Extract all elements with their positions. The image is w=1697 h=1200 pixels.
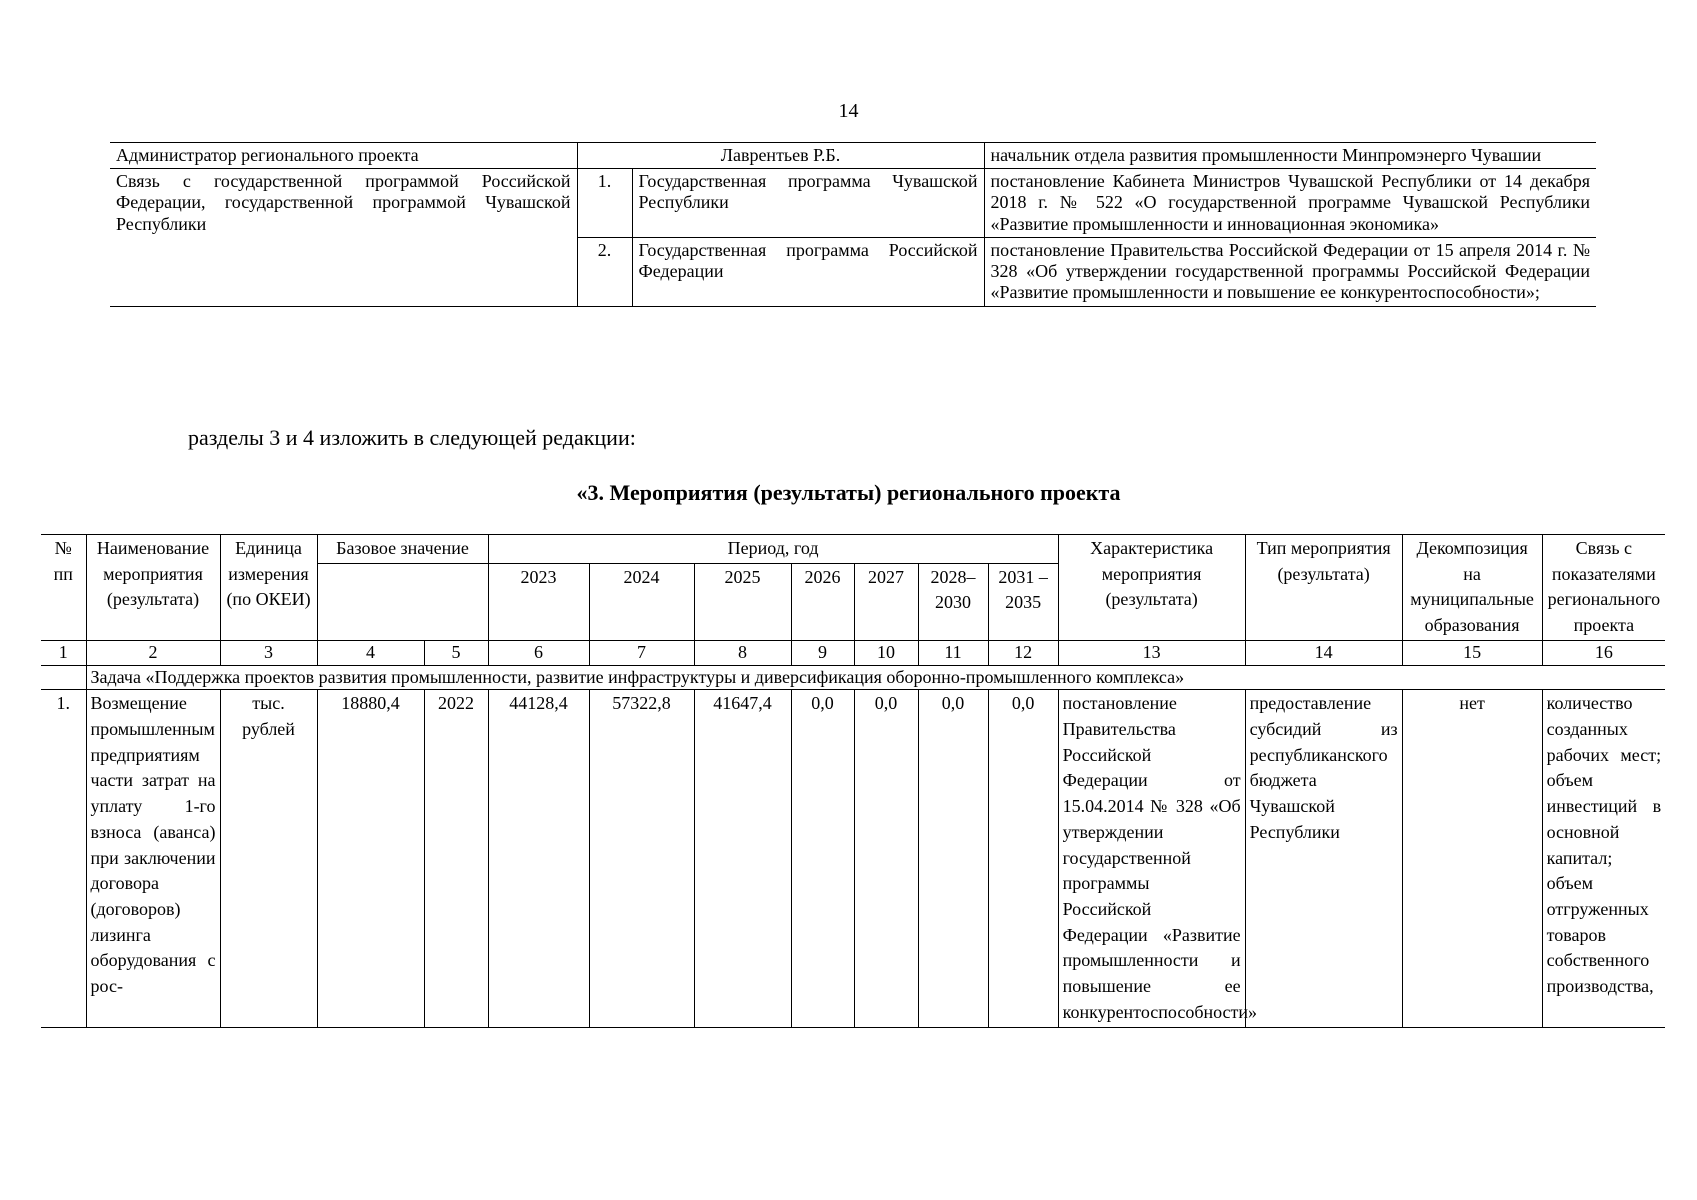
table-row xyxy=(41,690,1665,1028)
program-document: постановление Кабинета Министров Чувашской Республики от 14 декабря 2018 г. № 522 «О государственной программе Чувашской Республики «Развитие промышленности и инновационная экономика» xyxy=(984,169,1596,238)
program-name: Государственная программа Чувашской Республики xyxy=(632,169,984,238)
admin-position: начальник отдела развития промышленности Минпромэнерго Чувашии xyxy=(984,143,1596,169)
row-value-2031: 0,0 xyxy=(988,690,1058,1028)
program-name: Государственная программа Российской Федерации xyxy=(632,237,984,306)
header-name: Наименование мероприятия (результата) xyxy=(86,535,220,641)
row-value-2024: 57322,8 xyxy=(589,690,694,1028)
col-number: 4 xyxy=(317,640,424,665)
program-link-label: Связь с государственной программой Российской Федерации, государственной программой Чувашской Республики xyxy=(110,169,577,306)
row-value-2026: 0,0 xyxy=(791,690,854,1028)
task-row xyxy=(41,665,1665,690)
row-link: количество созданных рабочих мест; объем инвестиций в основной капитал; объем отгруженных товаров собственного производства, xyxy=(1542,690,1665,1028)
row-value-2025: 41647,4 xyxy=(694,690,791,1028)
col-number: 3 xyxy=(220,640,317,665)
header-year-2023: 2023 xyxy=(488,563,589,640)
header-year-2031: 2031 – 2035 xyxy=(988,563,1058,640)
program-num: 2. xyxy=(577,237,632,306)
program-document: постановление Правительства Российской Федерации от 15 апреля 2014 г. № 328 «Об утверждении государственной программы Российской Федерации «Развитие промышленности и повышение ее конкурентоспособности»; xyxy=(984,237,1596,306)
header-characteristic: Характеристика мероприятия (результата) xyxy=(1058,535,1245,641)
header-type: Тип мероприятия (результата) xyxy=(1245,535,1402,641)
header-year-2025: 2025 xyxy=(694,563,791,640)
header-year-2024: 2024 xyxy=(589,563,694,640)
admin-label: Администратор регионального проекта xyxy=(110,143,577,169)
col-number: 15 xyxy=(1402,640,1542,665)
row-base-year: 2022 xyxy=(424,690,488,1028)
header-year-2027: 2027 xyxy=(854,563,918,640)
row-unit: тыс. рублей xyxy=(220,690,317,1028)
row-value-2028: 0,0 xyxy=(918,690,988,1028)
col-number: 9 xyxy=(791,640,854,665)
header-row xyxy=(41,535,1665,564)
col-number: 2 xyxy=(86,640,220,665)
col-number: 13 xyxy=(1058,640,1245,665)
header-decomposition: Декомпозиция на муниципальные образования xyxy=(1402,535,1542,641)
program-num: 1. xyxy=(577,169,632,238)
task-num-empty xyxy=(41,665,86,690)
admin-name: Лаврентьев Р.Б. xyxy=(577,143,984,169)
col-number: 6 xyxy=(488,640,589,665)
section-title: «3. Мероприятия (результаты) регионального проекта xyxy=(576,480,1121,505)
header-period: Период, год xyxy=(488,535,1058,564)
column-number-row xyxy=(41,640,1665,665)
row-name: Возмещение промышленным предприятиям части затрат на уплату 1-го взноса (аванса) при заключении договора (договоров) лизинга оборудования с рос- xyxy=(86,690,220,1028)
col-number: 5 xyxy=(424,640,488,665)
col-number: 10 xyxy=(854,640,918,665)
header-num: № пп xyxy=(41,535,86,641)
row-decomposition: нет xyxy=(1402,690,1542,1028)
row-value-2023: 44128,4 xyxy=(488,690,589,1028)
page-number: 14 xyxy=(838,100,859,122)
header-year-2028: 2028–2030 xyxy=(918,563,988,640)
header-year-2026: 2026 xyxy=(791,563,854,640)
col-number: 1 xyxy=(41,640,86,665)
row-type: предоставление субсидий из республиканского бюджета Чувашской Республики xyxy=(1245,690,1402,1028)
row-value-2027: 0,0 xyxy=(854,690,918,1028)
col-number: 8 xyxy=(694,640,791,665)
admin-row xyxy=(110,143,1596,169)
program-link-row xyxy=(110,169,1596,238)
header-base: Базовое значение xyxy=(317,535,488,564)
col-number: 7 xyxy=(589,640,694,665)
row-base-value: 18880,4 xyxy=(317,690,424,1028)
col-number: 14 xyxy=(1245,640,1402,665)
task-title: Задача «Поддержка проектов развития промышленности, развитие инфраструктуры и диверсификация оборонно-промышленного комплекса» xyxy=(86,665,1665,690)
col-number: 11 xyxy=(918,640,988,665)
header-base-spacer xyxy=(317,563,488,640)
col-number: 12 xyxy=(988,640,1058,665)
measures-table xyxy=(41,534,1665,1028)
intro-text: разделы 3 и 4 изложить в следующей редакции: xyxy=(188,425,636,450)
header-unit: Единица измерения (по ОКЕИ) xyxy=(220,535,317,641)
admin-table xyxy=(110,142,1596,307)
col-number: 16 xyxy=(1542,640,1665,665)
row-num: 1. xyxy=(41,690,86,1028)
header-link: Связь с показателями регионального проекта xyxy=(1542,535,1665,641)
row-characteristic: постановление Правительства Российской Федерации от 15.04.2014 № 328 «Об утверждении государственной программы Российской Федерации «Развитие промышленности и повышение ее конкурентоспособности» xyxy=(1058,690,1245,1028)
